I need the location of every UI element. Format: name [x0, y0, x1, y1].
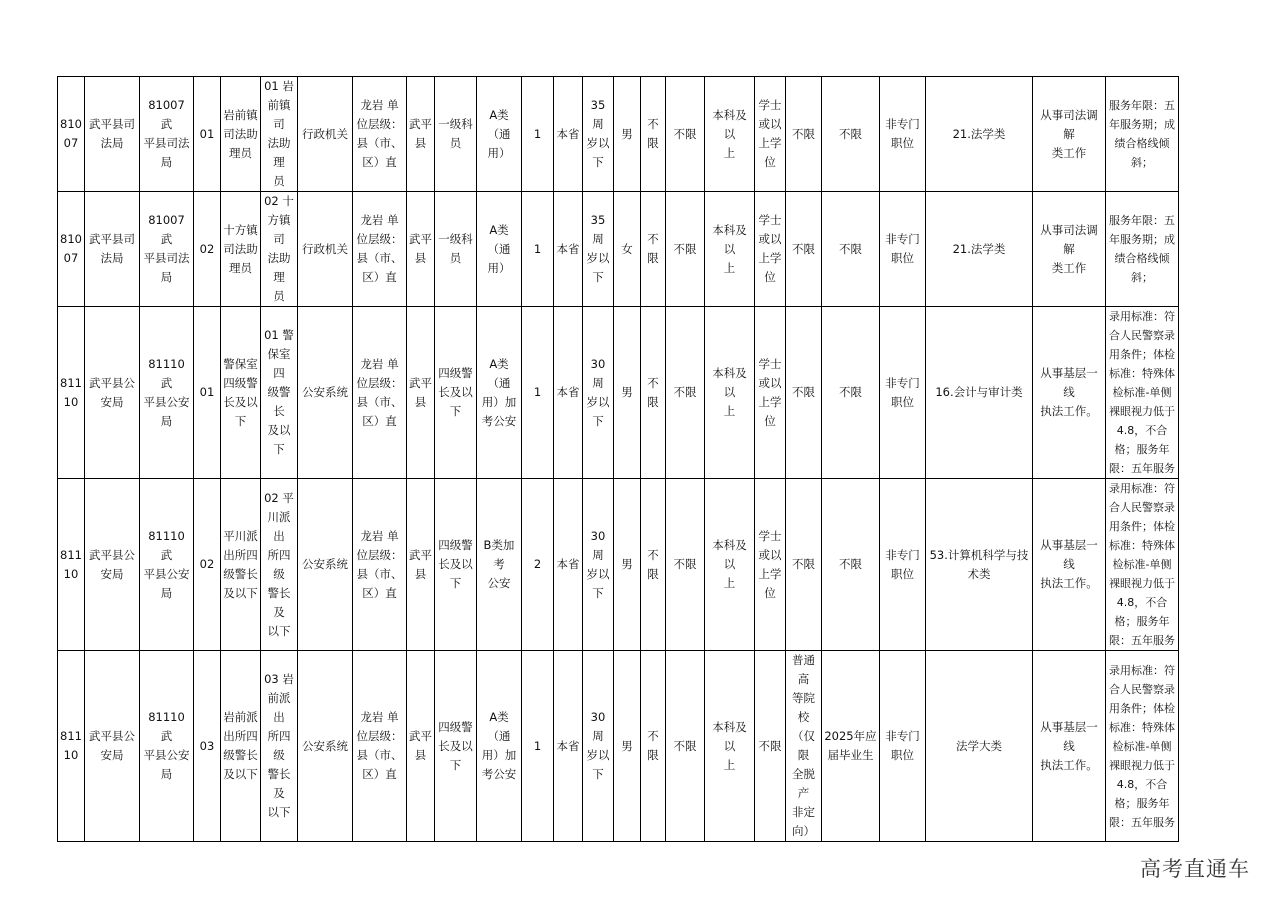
level-cell: 龙岩 单 位层级： 县（市、 区）直 [353, 77, 407, 192]
position-name-cell: 警保室 四级警 长及以 下 [221, 307, 261, 479]
other-requirements-cell: 录用标准：符 合人民警察录 用条件；体检 标准：特殊体 检标准-单侧 裸眼视力低于 4.8，不合 格；服务年 限：五年服务 [1106, 651, 1179, 842]
position-code-cell: 01 [194, 307, 221, 479]
county-cell: 武平 县 [407, 307, 435, 479]
county-cell: 武平 县 [407, 479, 435, 651]
age-cell: 35周 岁以 下 [583, 192, 614, 307]
unit-cell: 81110 武 平县公安 局 [140, 651, 194, 842]
requirement-cell: 不 限 [641, 479, 666, 651]
education-cell: 本科及以 上 [705, 192, 755, 307]
exam-type-cell: B类加考 公安 [477, 479, 522, 651]
requirement-cell: 不限 [666, 651, 705, 842]
exam-type-cell: A类（通 用）加 考公安 [477, 651, 522, 842]
dept-name-cell: 武平县公 安局 [85, 479, 140, 651]
age-cell: 30周 岁以 下 [583, 651, 614, 842]
position-code-cell: 01 [194, 77, 221, 192]
requirement-cell: 不限 [786, 307, 822, 479]
gender-cell: 男 [614, 651, 641, 842]
rank-cell: 四级警 长及以 下 [435, 479, 477, 651]
major-cell: 21.法学类 [926, 77, 1033, 192]
county-cell: 武平 县 [407, 651, 435, 842]
count-cell: 1 [522, 651, 554, 842]
age-cell: 35周 岁以 下 [583, 77, 614, 192]
work-description-cell: 从事司法调解 类工作 [1033, 192, 1106, 307]
requirement-cell: 不限 [666, 307, 705, 479]
position-code-cell: 03 [194, 651, 221, 842]
work-description-cell: 从事基层一线 执法工作。 [1033, 651, 1106, 842]
gender-cell: 男 [614, 307, 641, 479]
count-cell: 1 [522, 77, 554, 192]
table-row [58, 479, 1179, 651]
unit-cell: 81007 武 平县司法 局 [140, 192, 194, 307]
requirement-cell: 不限 [822, 77, 880, 192]
position-name-cell: 平川派 出所四 级警长 及以下 [221, 479, 261, 651]
major-cell: 16.会计与审计类 [926, 307, 1033, 479]
dept-code-cell: 810 07 [58, 192, 85, 307]
other-requirements-cell: 服务年限：五 年服务期；成 绩合格线倾 斜； [1106, 192, 1179, 307]
recruitment-table [57, 76, 1179, 842]
county-cell: 武平 县 [407, 77, 435, 192]
gender-cell: 男 [614, 77, 641, 192]
other-requirements-cell: 录用标准：符 合人民警察录 用条件；体检 标准：特殊体 检标准-单侧 裸眼视力低于 4.8，不合 格；服务年 限：五年服务 [1106, 479, 1179, 651]
unit-cell: 81110 武 平县公安 局 [140, 479, 194, 651]
requirement-cell: 不限 [666, 479, 705, 651]
requirement-cell: 普通高 等院校 （仅限 全脱产 非定 向） [786, 651, 822, 842]
education-cell: 本科及以 上 [705, 77, 755, 192]
position-full-cell: 02 平 川派出 所四级 警长及 以下 [261, 479, 298, 651]
dept-code-cell: 810 07 [58, 77, 85, 192]
requirement-cell: 不限 [822, 479, 880, 651]
org-type-cell: 公安系统 [298, 651, 353, 842]
position-full-cell: 02 十 方镇司 法助理 员 [261, 192, 298, 307]
table-row [58, 192, 1179, 307]
other-requirements-cell: 录用标准：符 合人民警察录 用条件；体检 标准：特殊体 检标准-单侧 裸眼视力低于 4.8，不合 格；服务年 限：五年服务 [1106, 307, 1179, 479]
exam-type-cell: A类（通 用） [477, 192, 522, 307]
watermark-logo-text: 高考直通车 [1140, 857, 1250, 881]
work-description-cell: 从事司法调解 类工作 [1033, 77, 1106, 192]
job-type-cell: 非专门 职位 [880, 479, 926, 651]
other-requirements-cell: 服务年限：五 年服务期；成 绩合格线倾 斜； [1106, 77, 1179, 192]
origin-cell: 本省 [554, 77, 583, 192]
unit-cell: 81110 武 平县公安 局 [140, 307, 194, 479]
requirement-cell: 不限 [666, 77, 705, 192]
position-name-cell: 十方镇 司法助 理员 [221, 192, 261, 307]
table-row [58, 651, 1179, 842]
position-code-cell: 02 [194, 192, 221, 307]
dept-name-cell: 武平县司 法局 [85, 77, 140, 192]
major-cell: 53.计算机科学与技 术类 [926, 479, 1033, 651]
position-name-cell: 岩前派 出所四 级警长 及以下 [221, 651, 261, 842]
origin-cell: 本省 [554, 651, 583, 842]
position-full-cell: 03 岩 前派出 所四级 警长及 以下 [261, 651, 298, 842]
county-cell: 武平 县 [407, 192, 435, 307]
level-cell: 龙岩 单 位层级： 县（市、 区）直 [353, 651, 407, 842]
level-cell: 龙岩 单 位层级： 县（市、 区）直 [353, 192, 407, 307]
count-cell: 2 [522, 479, 554, 651]
position-name-cell: 岩前镇 司法助 理员 [221, 77, 261, 192]
org-type-cell: 公安系统 [298, 479, 353, 651]
gender-cell: 女 [614, 192, 641, 307]
org-type-cell: 行政机关 [298, 77, 353, 192]
count-cell: 1 [522, 192, 554, 307]
level-cell: 龙岩 单 位层级： 县（市、 区）直 [353, 479, 407, 651]
requirement-cell: 不限 [786, 192, 822, 307]
org-type-cell: 行政机关 [298, 192, 353, 307]
education-cell: 本科及以 上 [705, 307, 755, 479]
degree-cell: 学士 或以 上学 位 [755, 192, 786, 307]
rank-cell: 一级科 员 [435, 77, 477, 192]
table-row [58, 77, 1179, 192]
exam-type-cell: A类（通 用） [477, 77, 522, 192]
degree-cell: 学士 或以 上学 位 [755, 77, 786, 192]
work-description-cell: 从事基层一线 执法工作。 [1033, 307, 1106, 479]
requirement-cell: 不限 [822, 307, 880, 479]
dept-name-cell: 武平县司 法局 [85, 192, 140, 307]
requirement-cell: 不 限 [641, 307, 666, 479]
exam-type-cell: A类（通 用）加 考公安 [477, 307, 522, 479]
job-type-cell: 非专门 职位 [880, 192, 926, 307]
position-code-cell: 02 [194, 479, 221, 651]
major-cell: 21.法学类 [926, 192, 1033, 307]
dept-code-cell: 811 10 [58, 479, 85, 651]
table-row [58, 307, 1179, 479]
requirement-cell: 不 限 [641, 651, 666, 842]
age-cell: 30周 岁以 下 [583, 479, 614, 651]
origin-cell: 本省 [554, 479, 583, 651]
dept-code-cell: 811 10 [58, 651, 85, 842]
age-cell: 30周 岁以 下 [583, 307, 614, 479]
requirement-cell: 不限 [786, 479, 822, 651]
rank-cell: 一级科 员 [435, 192, 477, 307]
dept-name-cell: 武平县公 安局 [85, 651, 140, 842]
gender-cell: 男 [614, 479, 641, 651]
unit-cell: 81007 武 平县司法 局 [140, 77, 194, 192]
degree-cell: 不限 [755, 651, 786, 842]
position-full-cell: 01 警 保室四 级警长 及以下 [261, 307, 298, 479]
position-full-cell: 01 岩 前镇司 法助理 员 [261, 77, 298, 192]
work-description-cell: 从事基层一线 执法工作。 [1033, 479, 1106, 651]
rank-cell: 四级警 长及以 下 [435, 651, 477, 842]
dept-code-cell: 811 10 [58, 307, 85, 479]
origin-cell: 本省 [554, 307, 583, 479]
origin-cell: 本省 [554, 192, 583, 307]
org-type-cell: 公安系统 [298, 307, 353, 479]
degree-cell: 学士 或以 上学 位 [755, 307, 786, 479]
level-cell: 龙岩 单 位层级： 县（市、 区）直 [353, 307, 407, 479]
job-type-cell: 非专门 职位 [880, 651, 926, 842]
job-type-cell: 非专门 职位 [880, 77, 926, 192]
requirement-cell: 不限 [666, 192, 705, 307]
count-cell: 1 [522, 307, 554, 479]
rank-cell: 四级警 长及以 下 [435, 307, 477, 479]
education-cell: 本科及以 上 [705, 479, 755, 651]
requirement-cell: 2025年应 届毕业生 [822, 651, 880, 842]
requirement-cell: 不 限 [641, 192, 666, 307]
requirement-cell: 不限 [822, 192, 880, 307]
requirement-cell: 不限 [786, 77, 822, 192]
dept-name-cell: 武平县公 安局 [85, 307, 140, 479]
major-cell: 法学大类 [926, 651, 1033, 842]
degree-cell: 学士 或以 上学 位 [755, 479, 786, 651]
education-cell: 本科及以 上 [705, 651, 755, 842]
job-type-cell: 非专门 职位 [880, 307, 926, 479]
requirement-cell: 不 限 [641, 77, 666, 192]
